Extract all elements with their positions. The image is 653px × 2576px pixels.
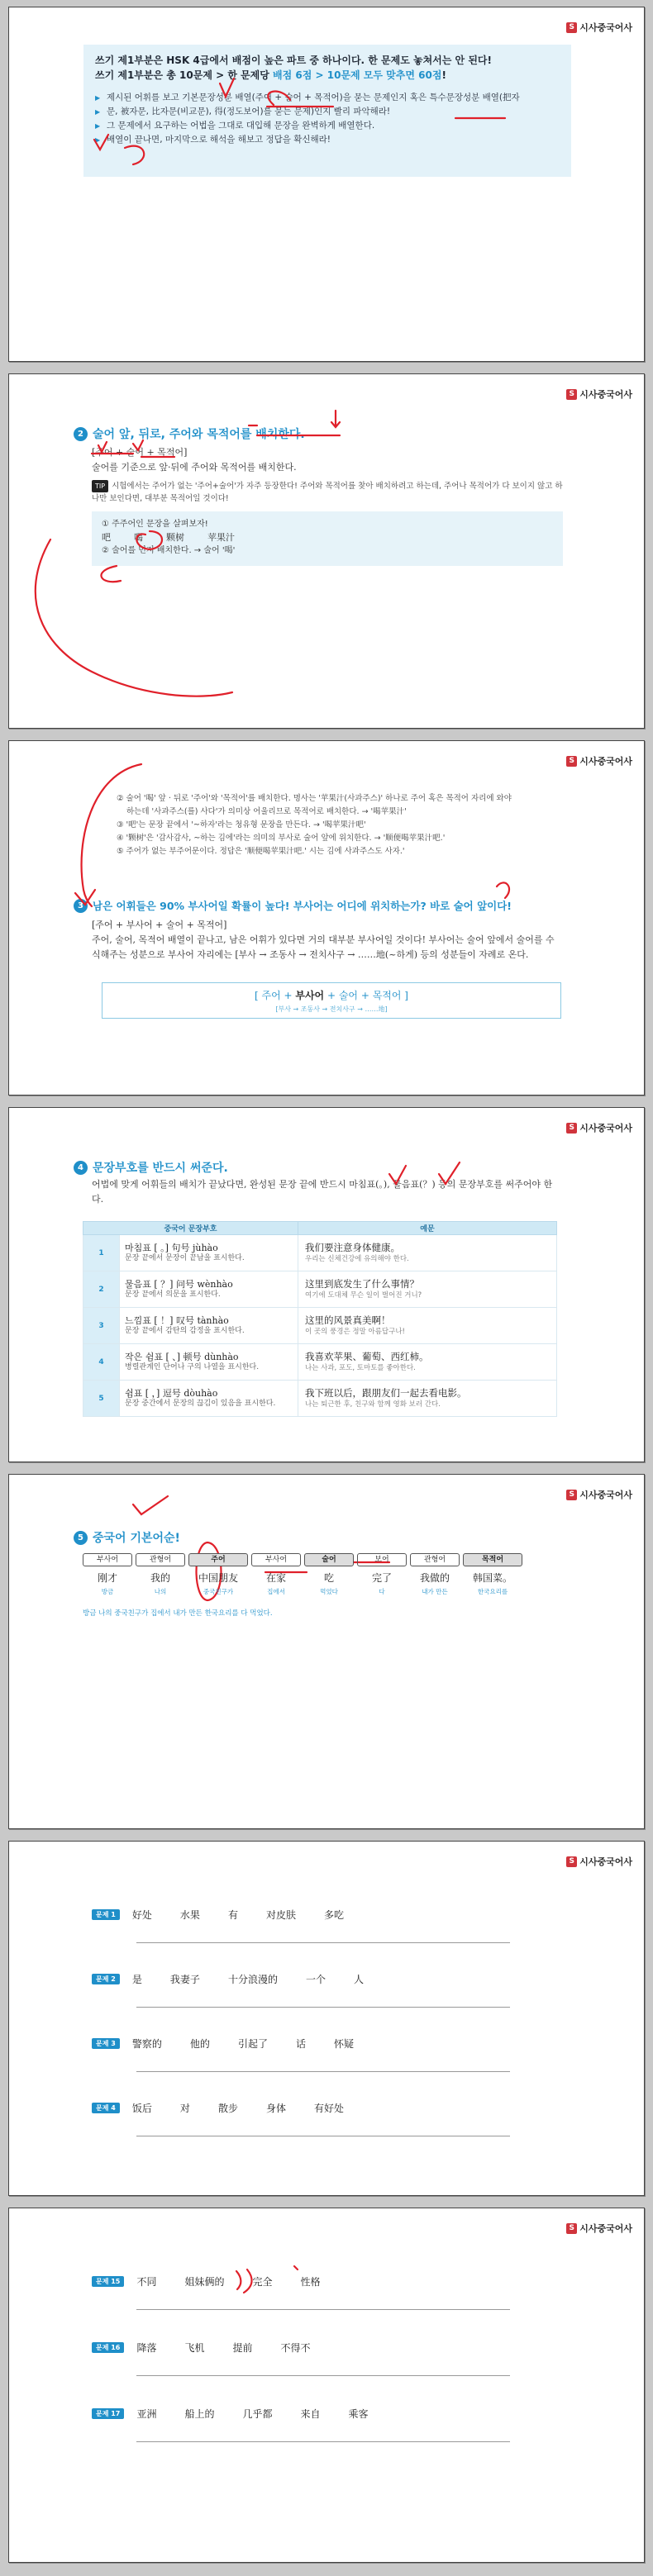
section-title: 남은 어휘들은 90% 부사어일 확률이 높다! 부사어는 어디에 위치하는가? 바로 술어 앞이다! <box>93 900 512 912</box>
exercise-word: 姐妹俩的 <box>184 2276 225 2288</box>
example-kr: 이 곳의 풍경은 정말 아름답구나! <box>305 1327 405 1336</box>
section-2-desc: 술어를 기준으로 앞·뒤에 주어와 목적어를 배치한다. <box>92 462 297 473</box>
section-number: 4 <box>74 1161 88 1175</box>
example-kr: 나는 사과, 포도, 토마토를 좋아한다. <box>305 1363 416 1372</box>
example-cn: 我下班以后，跟朋友们一起去看电影。 <box>305 1386 467 1399</box>
exercise-word: 对皮肤 <box>265 1909 296 1921</box>
answer-line[interactable] <box>136 2375 510 2376</box>
page-7 <box>8 2208 645 2563</box>
logo-text: 시사중국어사 <box>579 2223 632 2234</box>
row-number: 5 <box>83 1381 120 1417</box>
section-2-example-box <box>92 511 563 566</box>
punct-name: 물음표 [ ？] 问号 wènhào <box>125 1278 233 1290</box>
table-header-row <box>83 1222 557 1235</box>
example-step: ② 술어를 먼저 배치한다. → 술어 '喝' <box>102 546 236 555</box>
section-title: 술어 앞, 뒤로, 주어와 목적어를 배치한다. <box>93 428 305 441</box>
logo-mark-icon: S <box>566 22 577 33</box>
formula-part: + 술어 + 목적어 ] <box>324 990 408 1001</box>
exercise-word: 警察的 <box>131 2038 162 2050</box>
exercise-item <box>92 2273 510 2288</box>
intro-box <box>83 45 571 177</box>
logo-text: 시사중국어사 <box>579 756 632 767</box>
punct-name: 느낌표 [ ！] 叹号 tànhào <box>125 1314 229 1326</box>
word-order-col <box>463 1553 522 1596</box>
role-word: 完了 <box>371 1572 392 1584</box>
section-3-heading <box>74 898 512 913</box>
example-cn: 这里到底发生了什么事情？ <box>305 1277 419 1290</box>
exercise-word: 船上的 <box>184 2408 215 2420</box>
formula-highlight: 부사어 <box>295 990 325 1001</box>
row-number: 2 <box>83 1271 120 1308</box>
intro-bullet: ▶ 문, 被자문, 比자문(비교문), 得(정도보어)를 묻는 문제)인지 빨리 파악해라! <box>95 105 560 119</box>
example-word: 苹果汁 <box>207 532 235 543</box>
role-label: 보어 <box>357 1553 407 1566</box>
table-row <box>83 1271 557 1308</box>
example-prompt: ① 주주어인 문장을 살펴보자! <box>102 520 208 529</box>
logo-mark-icon: S <box>566 1490 577 1500</box>
answer-line[interactable] <box>136 1942 510 1943</box>
exercise-word: 乘客 <box>348 2408 369 2420</box>
role-gloss: 한국요리를 <box>477 1588 508 1595</box>
example-word: 吧 <box>102 532 111 543</box>
punct-desc: 문장 끝에서 감탄의 감정을 표시한다. <box>125 1326 245 1335</box>
exercise-word: 多吃 <box>323 1909 344 1921</box>
page-2 <box>8 373 645 729</box>
punct-name: 작은 쉼표 [ 、] 顿号 dùnhào <box>125 1351 239 1362</box>
exercise-item <box>92 2099 510 2115</box>
exercise-word: 话 <box>295 2038 306 2050</box>
brand-logo <box>566 387 632 401</box>
role-word: 吃 <box>323 1572 334 1584</box>
word-order-col <box>251 1553 301 1596</box>
table-row <box>83 1235 557 1271</box>
exercise-word: 提前 <box>232 2342 253 2354</box>
intro-title-1: 쓰기 제1부분은 HSK 4급에서 배점이 높은 파트 중 하나이다. 한 문제도 놓쳐서는 안 된다! <box>95 55 492 66</box>
role-word: 中国朋友 <box>198 1572 238 1584</box>
exercise-word: 有 <box>227 1909 238 1921</box>
exercise-word: 怀疑 <box>333 2038 354 2050</box>
intro-title-2 <box>95 68 560 83</box>
step-item: ④ '颗树'은 '감사감사, ~하는 김에'라는 의미의 부사로 술어 앞에 위치한다. → '顺便喝苹果汁吧.' <box>117 834 446 843</box>
step-item: ③ '吧'는 문장 끝에서 '~하자'라는 청유형 문장을 만든다. → '喝苹果汁吧' <box>117 820 366 829</box>
exercise-word: 性格 <box>300 2276 321 2288</box>
role-gloss: 집에서 <box>267 1588 285 1595</box>
exercise-words <box>132 2037 382 2051</box>
exercise-word: 身体 <box>265 2103 286 2114</box>
role-label: 목적어 <box>463 1553 522 1566</box>
answer-line[interactable] <box>136 2309 510 2310</box>
logo-text: 시사중국어사 <box>579 22 632 33</box>
exercise-tag: 문제 3 <box>92 2038 120 2049</box>
logo-mark-icon: S <box>566 756 577 767</box>
exercise-word: 一个 <box>305 1974 326 1985</box>
brand-logo <box>566 754 632 768</box>
answer-line[interactable] <box>136 2007 510 2008</box>
exercise-tag: 문제 17 <box>92 2408 124 2419</box>
exercise-item <box>92 1970 510 1986</box>
formula-sub: [부사 → 조동사 → 전치사구 → ……地] <box>275 1005 388 1013</box>
punct-example-cell <box>298 1271 557 1308</box>
row-number: 1 <box>83 1235 120 1271</box>
role-label: 술어 <box>304 1553 354 1566</box>
example-word-row <box>102 531 553 544</box>
word-order-col <box>136 1553 185 1596</box>
punct-mark-cell <box>120 1235 298 1271</box>
section-3-desc: 주어, 술어, 목적어 배열이 끝나고, 남은 어휘가 있다면 거의 대부분 부사어일 것이다! 부사어는 술어 앞에서 술어를 수식해주는 성분으로 부사어 자리에는 [부사 → 조동사 → 전치사구 → ……地(~하게) 등의 성분들이 자례로 온다. <box>92 934 555 960</box>
example-word: 喝 <box>134 532 143 543</box>
punct-example-cell <box>298 1308 557 1344</box>
tip-text: 시험에서는 주어가 없는 '주어+술어'가 자주 등장한다! 주어와 목적어를 찾아 배치하려고 하는데, 주어나 목적어가 다 보이지 않고 하나만 보인다면, 대부분 목적어일 것이다! <box>92 482 563 503</box>
row-number: 3 <box>83 1308 120 1344</box>
punct-name: 마침표 [ 。] 句号 jùhào <box>125 1242 218 1253</box>
exercise-word: 人 <box>353 1974 364 1985</box>
word-order-col <box>188 1553 248 1596</box>
exercise-word: 水果 <box>179 1909 200 1921</box>
example-cn: 这里的风景真美啊！ <box>305 1314 391 1326</box>
role-gloss: 중국친구가 <box>203 1588 234 1595</box>
exercise-tag: 문제 4 <box>92 2103 120 2113</box>
formula-main <box>102 988 560 1002</box>
section-3-formula: [주어 + 부사어 + 술어 + 목적어] <box>92 920 227 930</box>
table-row <box>83 1308 557 1344</box>
role-label: 부사어 <box>251 1553 301 1566</box>
exercise-word: 飞机 <box>184 2342 205 2354</box>
role-word: 在家 <box>265 1572 286 1584</box>
word-order-col <box>83 1553 132 1596</box>
role-gloss: 내가 만든 <box>422 1588 448 1595</box>
exercise-tag: 문제 16 <box>92 2342 124 2353</box>
red-ink-annotation <box>9 2208 646 2564</box>
punct-mark-cell <box>120 1271 298 1308</box>
exercise-words <box>132 2101 372 2115</box>
role-word: 刚才 <box>97 1572 117 1584</box>
answer-line[interactable] <box>136 2071 510 2072</box>
section-5-heading <box>74 1529 180 1546</box>
example-cn: 我们要注意身体健康。 <box>305 1241 400 1253</box>
exercise-words <box>136 2407 396 2421</box>
logo-mark-icon: S <box>566 1856 577 1867</box>
brand-logo <box>566 1488 632 1501</box>
section-number: 5 <box>74 1531 88 1545</box>
role-label: 주어 <box>188 1553 248 1566</box>
exercise-word: 对 <box>179 2103 190 2114</box>
intro-title-2-highlight: 배점 6점 > 10문제 모두 맞추면 60점 <box>273 69 442 81</box>
exercise-item <box>92 2339 510 2355</box>
red-ink-annotation <box>9 1475 646 1830</box>
section-title: 문장부호를 반드시 써준다. <box>93 1162 228 1175</box>
word-order-grid <box>83 1553 526 1596</box>
intro-bullet: ▶ 배열이 끝나면, 마지막으로 해석을 해보고 정답을 확신해라! <box>95 133 560 147</box>
step-item: 하는데 '사과주스(를) 사다'가 의미상 어울리므로 목적어로 배치한다. → '喝苹果汁' <box>126 807 407 816</box>
page-5 <box>8 1474 645 1829</box>
role-word: 韩国菜。 <box>472 1572 512 1584</box>
punctuation-table <box>83 1221 557 1417</box>
intro-title-2b: ! <box>441 69 446 81</box>
exercise-word: 是 <box>131 1974 142 1985</box>
exercise-words <box>136 2274 348 2288</box>
logo-mark-icon: S <box>566 389 577 400</box>
formula-part: [ 주어 + <box>255 990 296 1001</box>
exercise-word: 他的 <box>189 2038 210 2050</box>
table-row <box>83 1344 557 1381</box>
step-item: ② 술어 '喝' 앞 · 뒤로 '주어'와 '목적어'를 배치한다. 명사는 '苹果汁(사과주스)' 하나로 주어 혹은 목적어 자리에 와야 <box>117 794 512 803</box>
page-1 <box>8 7 645 362</box>
punct-example-cell <box>298 1235 557 1271</box>
section-title: 중국어 기본어순! <box>93 1532 180 1545</box>
exercise-word: 饭后 <box>131 2103 152 2114</box>
exercise-word: 完全 <box>252 2276 273 2288</box>
section-4-heading <box>74 1159 228 1176</box>
exercise-word: 降落 <box>136 2342 157 2354</box>
table-row <box>83 1381 557 1417</box>
exercise-tag: 문제 15 <box>92 2276 124 2287</box>
logo-text: 시사중국어사 <box>579 1123 632 1134</box>
exercise-words <box>132 1908 372 1922</box>
row-number: 4 <box>83 1344 120 1381</box>
brand-logo <box>566 1121 632 1134</box>
word-order-col <box>357 1553 407 1596</box>
brand-logo <box>566 1855 632 1868</box>
role-gloss: 먹었다 <box>320 1588 338 1595</box>
exercise-word: 引起了 <box>237 2038 268 2050</box>
exercise-tag: 문제 2 <box>92 1974 120 1984</box>
exercise-word: 不得不 <box>280 2342 311 2354</box>
word-order-col <box>410 1553 460 1596</box>
role-label: 관형어 <box>136 1553 185 1566</box>
role-label: 관형어 <box>410 1553 460 1566</box>
punct-desc: 문장 끝에서 의문을 표시한다. <box>125 1290 221 1299</box>
logo-mark-icon: S <box>566 1123 577 1134</box>
role-gloss: 방금 <box>101 1588 114 1595</box>
exercise-word: 散步 <box>217 2103 238 2114</box>
tip-tag: TIP <box>92 480 108 492</box>
exercise-item <box>92 2405 510 2421</box>
intro-bullet: ▶ 제시된 어휘를 보고 기본문장성분 배열(주어 + 술어 + 목적어)을 묻는 문제인지 혹은 특수문장성분 배열(把자 <box>95 91 560 105</box>
exercise-tag: 문제 1 <box>92 1909 120 1920</box>
punct-mark-cell <box>120 1308 298 1344</box>
page-6 <box>8 1841 645 2196</box>
page-3 <box>8 740 645 1096</box>
example-kr: 나는 퇴근한 후, 친구와 함께 영화 보러 간다. <box>305 1400 441 1409</box>
adverbial-formula-box <box>102 982 561 1019</box>
punct-example-cell <box>298 1381 557 1417</box>
role-gloss: 나의 <box>154 1588 167 1595</box>
example-cn: 我喜欢苹果、葡萄、西红柿。 <box>305 1350 429 1362</box>
example-kr: 우리는 신체건강에 유의해야 한다. <box>305 1254 409 1263</box>
section-2-formula: [주어 + 술어 + 목적어] <box>92 447 188 458</box>
intro-bullet: ▶ 그 문제에서 요구하는 어법을 그대로 대입해 문장을 완벽하게 배열한다. <box>95 119 560 133</box>
section-2-heading <box>74 425 305 442</box>
table-header: 예문 <box>298 1222 557 1235</box>
punct-mark-cell <box>120 1381 298 1417</box>
exercise-item <box>92 2035 510 2051</box>
intro-title-2a: 쓰기 제1부분은 총 10문제 > 한 문제당 <box>95 69 274 81</box>
role-label: 부사어 <box>83 1553 132 1566</box>
punct-mark-cell <box>120 1344 298 1381</box>
punct-name: 쉼표 [ ，] 逗号 dòuhào <box>125 1387 218 1399</box>
exercise-item <box>92 1906 510 1922</box>
logo-mark-icon: S <box>566 2223 577 2234</box>
role-word: 我做的 <box>419 1572 450 1584</box>
exercise-word: 几乎都 <box>242 2408 273 2420</box>
logo-text: 시사중국어사 <box>579 389 632 400</box>
logo-text: 시사중국어사 <box>579 1856 632 1867</box>
exercise-word: 亚洲 <box>136 2408 157 2420</box>
exercise-word: 好处 <box>131 1909 152 1921</box>
section-number: 3 <box>74 899 88 913</box>
answer-line[interactable] <box>136 2441 510 2442</box>
step-item: ⑤ 주어가 없는 부주어문이다. 정답은 '顺便喝苹果汁吧.' 시는 김에 사과주스도 사자.' <box>117 847 405 856</box>
exercise-words <box>132 1972 392 1986</box>
brand-logo <box>566 21 632 34</box>
section-2-steps <box>117 792 563 858</box>
example-kr: 여기에 도대체 무슨 일이 벌어진 거니? <box>305 1290 422 1300</box>
role-word: 我的 <box>150 1572 170 1584</box>
table-header: 중국어 문장부호 <box>83 1222 298 1235</box>
exercise-words <box>136 2341 338 2355</box>
intro-bullet-list <box>95 91 560 147</box>
exercise-word: 有好处 <box>313 2103 344 2114</box>
section-4-desc: 어법에 맞게 어휘들의 배치가 끝났다면, 완성된 문장 끝에 반드시 마침표(。), 물음표(？) 등의 문장부호를 써주어야 한다. <box>92 1179 553 1205</box>
punct-desc: 문장 끝에서 문장이 끝남을 표시한다. <box>125 1253 245 1262</box>
word-order-col <box>304 1553 354 1596</box>
example-word: 颗树 <box>166 532 184 543</box>
word-order-note: 방금 나의 중국친구가 집에서 내가 만든 한국요리를 다 먹었다. <box>83 1609 273 1618</box>
exercise-word: 来自 <box>300 2408 321 2420</box>
section-number: 2 <box>74 427 88 441</box>
section-2-tip <box>92 480 563 505</box>
brand-logo <box>566 2222 632 2235</box>
exercise-word: 我妻子 <box>169 1974 200 1985</box>
role-gloss: 다 <box>379 1588 385 1595</box>
exercise-word: 不同 <box>136 2276 157 2288</box>
logo-text: 시사중국어사 <box>579 1490 632 1500</box>
exercise-word: 十分浪漫的 <box>227 1974 278 1985</box>
punct-desc: 문장 중간에서 문장의 끊김이 있음을 표시한다. <box>125 1399 276 1408</box>
punct-desc: 병렬관계인 단어나 구의 나열을 표시한다. <box>125 1362 260 1371</box>
punct-example-cell <box>298 1344 557 1381</box>
